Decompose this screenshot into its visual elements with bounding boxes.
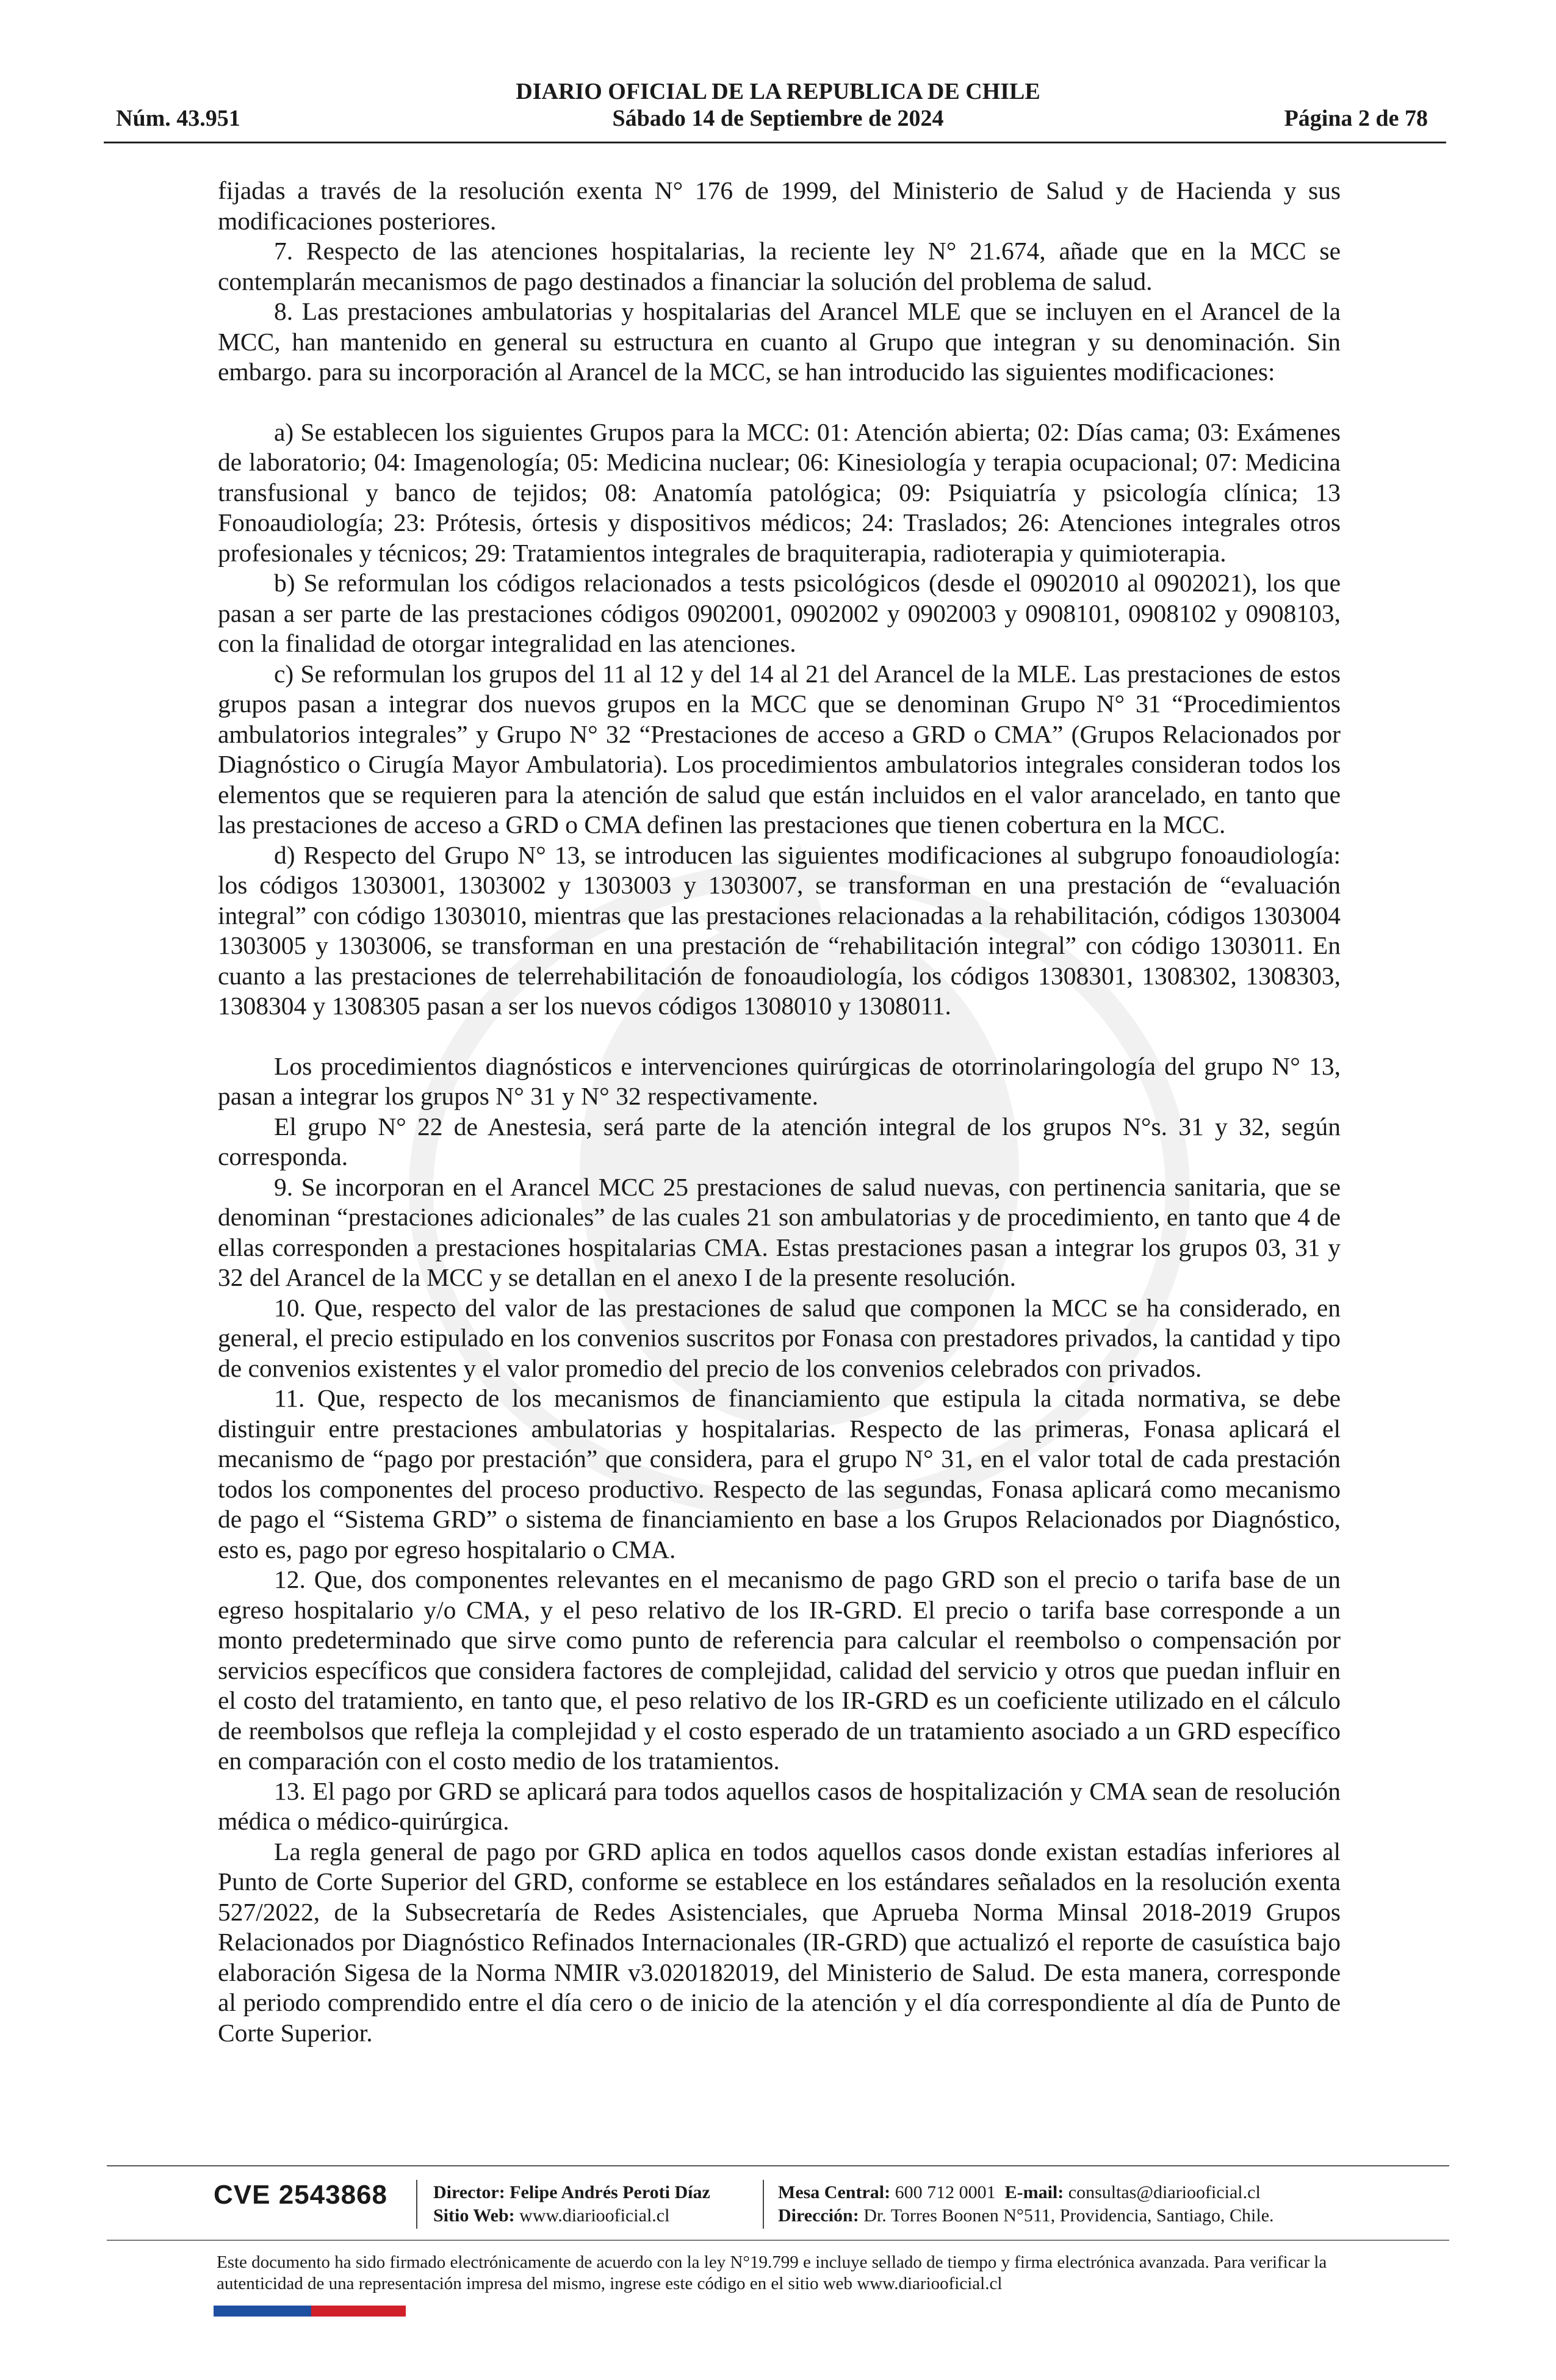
phone-label: Mesa Central: — [778, 2182, 891, 2202]
paragraph: 10. Que, respecto del valor de las prestaciones de salud que componen la MCC se ha considerado, en general, el precio estipulado en los convenios suscritos por Fonasa con prestadores privados, la cantidad y tipo de convenios existentes y el valor promedio del precio de los convenios celebrados con privados. — [218, 1293, 1341, 1382]
flag-bar-blue — [214, 2306, 311, 2317]
email-label: E-mail: — [1004, 2182, 1064, 2202]
cve-code: CVE 2543868 — [214, 2180, 387, 2210]
address: Dr. Torres Boonen N°511, Providencia, Santiago, Chile. — [863, 2205, 1274, 2226]
footer-separator — [763, 2180, 764, 2229]
list-item: d) Respecto del Grupo N° 13, se introducen las siguientes modificaciones al subgrupo fonoaudiología: los códigos 1303001, 1303002 y 1303003 y 1303007, se transforman en una prestación de “evaluación integral” con código 1303010, mientras que las prestaciones relacionadas a la rehabilitación, códigos 1303004 1303005 y 1303006, se transforman en una prestación de “rehabilitación integral” con código 1303011. En cuanto a las prestaciones de telerrehabilitación de fonoaudiología, los códigos 1308301, 1308302, 1308303, 1308304 y 1308305 pasan a ser los nuevos códigos 1308010 y 1308011. — [218, 840, 1341, 1020]
paragraph: 8. Las prestaciones ambulatorias y hospitalarias del Arancel MLE que se incluyen en el Arancel de la MCC, han mantenido en general su estructura en cuanto al Grupo que integran y su denominación. Sin embargo. para su incorporación al Arancel de la MCC, se han introducido las siguientes modificaciones: — [218, 297, 1341, 386]
publication-date: Sábado 14 de Septiembre de 2024 — [612, 106, 944, 131]
paragraph: La regla general de pago por GRD aplica en todos aquellos casos donde existan estadías inferiores al Punto de Corte Superior del GRD, conforme se establece en los estándares señalados en la resolución exenta 527/2022, de la Subsecretaría de Redes Asistenciales, que Aprueba Norma Minsal 2018-2019 Grupos Relacionados por Diagnóstico Refinados Internacionales (IR-GRD) que actualizó el reporte de casuística bajo elaboración Sigesa de la Norma NMIR v3.020182019, del Ministerio de Salud. De esta manera, corresponde al periodo comprendido entre el día cero o de inicio de la atención y el día correspondiente al día de Punto de Corte Superior. — [218, 1837, 1341, 2047]
spacer — [218, 388, 1341, 417]
header-rule — [104, 142, 1446, 143]
website-label: Sitio Web: — [433, 2205, 515, 2226]
footer-director-block — [433, 2181, 710, 2227]
director-name: Felipe Andrés Peroti Díaz — [510, 2182, 710, 2202]
list-item: a) Se establecen los siguientes Grupos para la MCC: 01: Atención abierta; 02: Días cama; 03: Exámenes de laboratorio; 04: Imagenología; 05: Medicina nuclear; 06: Kinesiología y terapia ocupacional; 07: Medicina transfusional y banco de tejidos; 08: Anatomía patológica; 09: Psiquiatría y psicología clínica; 13 Fonoaudiología; 23: Prótesis, órtesis y dispositivos médicos; 24: Traslados; 26: Atenciones integrales otros profesionales y técnicos; 29: Tratamientos integrales de braquiterapia, radioterapia y quimioterapia. — [218, 417, 1341, 567]
paragraph: Los procedimientos diagnósticos e intervenciones quirúrgicas de otorrinolaringología del grupo N° 13, pasan a integrar los grupos N° 31 y N° 32 respectivamente. — [218, 1051, 1341, 1110]
flag-bar-red — [311, 2306, 406, 2317]
paragraph: 11. Que, respecto de los mecanismos de financiamiento que estipula la citada normativa, se debe distinguir entre prestaciones ambulatorias y hospitalarias. Respecto de las primeras, Fonasa aplicará el mecanismo de “pago por prestación” que considera, para el grupo N° 31, en el valor total de cada prestación todos los componentes del proceso productivo. Respecto de las segundas, Fonasa aplicará como mecanismo de pago el “Sistema GRD” o sistema de financiamiento en base a los Grupos Relacionados por Diagnóstico, esto es, pago por egreso hospitalario o CMA. — [218, 1384, 1341, 1563]
footer-separator — [416, 2180, 417, 2229]
paragraph: 7. Respecto de las atenciones hospitalarias, la reciente ley N° 21.674, añade que en la MCC se contemplarán mecanismos de pago destinados a financiar la solución del problema de salud. — [218, 237, 1341, 295]
issue-number: Núm. 43.951 — [116, 106, 240, 131]
publication-title: DIARIO OFICIAL DE LA REPUBLICA DE CHILE — [516, 79, 1040, 104]
paragraph: fijadas a través de la resolución exenta N° 176 de 1999, del Ministerio de Salud y de Hacienda y sus modificaciones posteriores. — [218, 176, 1341, 235]
website-link[interactable]: www.diariooficial.cl — [519, 2205, 670, 2226]
page-header — [0, 0, 1556, 146]
footer-contact-block — [778, 2181, 1274, 2227]
email-link[interactable]: consultas@diariooficial.cl — [1068, 2182, 1261, 2202]
spacer — [218, 1022, 1341, 1051]
address-label: Dirección: — [778, 2205, 859, 2226]
paragraph: 12. Que, dos componentes relevantes en el mecanismo de pago GRD son el precio o tarifa base de un egreso hospitalario y/o CMA, y el peso relativo de los IR-GRD. El precio o tarifa base corresponde a un monto predeterminado que sirve como punto de referencia para calcular el reembolso o compensación por servicios específicos que considera factores de complejidad, calidad del servicio y otros que puedan influir en el costo del tratamiento, en tanto que, el peso relativo de los IR-GRD es un coeficiente utilizado en el cálculo de reembolsos que refleja la complejidad y el costo esperado de un tratamiento asociado a un GRD específico en comparación con el costo medio de los tratamientos. — [218, 1565, 1341, 1775]
list-item: b) Se reformulan los códigos relacionados a tests psicológicos (desde el 0902010 al 0902021), los que pasan a ser parte de las prestaciones códigos 0902001, 0902002 y 0902003 y 0908101, 0908102 y 0908103, con la finalidad de otorgar integralidad en las atenciones. — [218, 569, 1341, 657]
page-number: Página 2 de 78 — [1284, 106, 1428, 131]
paragraph: 13. El pago por GRD se aplicará para todos aquellos casos de hospitalización y CMA sean de resolución médica o médico-quirúrgica. — [218, 1776, 1341, 1835]
signature-note: Este documento ha sido firmado electrónicamente de acuerdo con la ley N°19.799 e incluye sellado de tiempo y firma electrónica avanzada. Para verificar la autenticidad de una representación impresa del mismo, ingrese este código en el sitio web www.diariooficial.cl — [217, 2252, 1327, 2293]
footer-rule-top — [107, 2165, 1449, 2166]
phone-number: 600 712 0001 — [895, 2182, 996, 2202]
director-label: Director: — [433, 2182, 505, 2202]
paragraph: 9. Se incorporan en el Arancel MCC 25 prestaciones de salud nuevas, con pertinencia sanitaria, que se denominan “prestaciones adicionales” de las cuales 21 son ambulatorias y de procedimiento, en tanto que 4 de ellas corresponden a prestaciones hospitalarias CMA. Estas prestaciones pasan a integrar los grupos 03, 31 y 32 del Arancel de la MCC y se detallan en el anexo I de la presente resolución. — [218, 1172, 1341, 1291]
list-item: c) Se reformulan los grupos del 11 al 12 y del 14 al 21 del Arancel de la MLE. Las prestaciones de estos grupos pasan a integrar dos nuevos grupos en la MCC que se denominan Grupo N° 31 “Procedimientos ambulatorios integrales” y Grupo N° 32 “Prestaciones de acceso a GRD o CMA” (Grupos Relacionados por Diagnóstico o Cirugía Mayor Ambulatoria). Los procedimientos ambulatorios integrales consideran todos los elementos que se requieren para la atención de salud que están incluidos en el valor arancelado, en tanto que las prestaciones de acceso a GRD o CMA definen las prestaciones que tienen cobertura en la MCC. — [218, 659, 1341, 838]
document-body — [218, 176, 1341, 2048]
footer-rule — [107, 2240, 1449, 2241]
paragraph: El grupo N° 22 de Anestesia, será parte de la atención integral de los grupos N°s. 31 y 32, según corresponda. — [218, 1112, 1341, 1170]
